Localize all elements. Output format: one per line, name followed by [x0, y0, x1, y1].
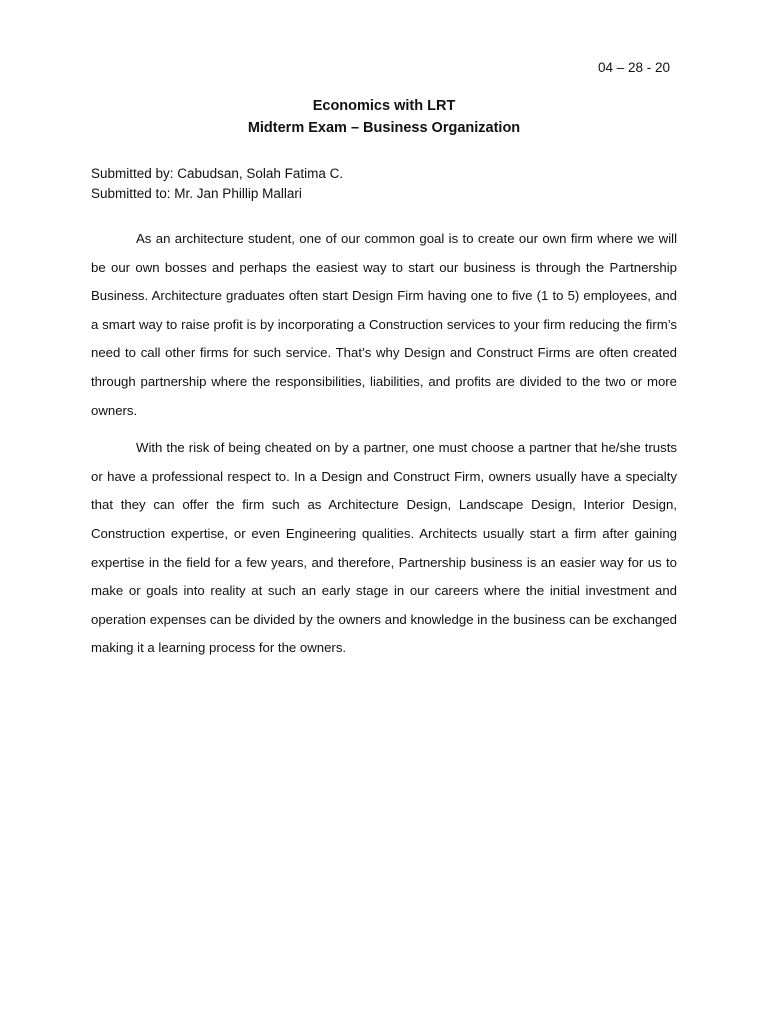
submitted-to: Submitted to: Mr. Jan Phillip Mallari: [91, 186, 302, 201]
document-date: 04 – 28 - 20: [598, 60, 671, 75]
title-line-exam: Midterm Exam – Business Organization: [247, 120, 521, 136]
submitted-by: Submitted by: Cabudsan, Solah Fatima C.: [91, 166, 344, 181]
document-title: [0, 95, 768, 139]
body-paragraph: With the risk of being cheated on by a partner, one must choose a partner that he/she trusts or have a professional respect to. In a Design and Construct Firm, owners usually have a specialty that they can offer the firm such as Architecture Design, Landscape Design, Interior Design, Construction expertise, or even Engineering qualities. Architects usually start a firm after gaining expertise in the field for a few years, and therefore, Partnership business is an easier way for us to make or goals into reality at such an early stage in our careers where the initial investment and operation expenses can be divided by the owners and knowledge in the business can be exchanged making it a learning process for the owners.: [91, 440, 677, 656]
document-body: [91, 225, 677, 672]
submission-info: [91, 164, 343, 204]
body-paragraph: As an architecture student, one of our common goal is to create our own firm where we will be our own bosses and perhaps the easiest way to start our business is through the Partnership Business. Architecture graduates often start Design Firm having one to five (1 to 5) employees, and a smart way to raise profit is by incorporating a Construction services to your firm reducing the firm’s need to call other firms for such service. That’s why Design and Construct Firms are often created through partnership where the responsibilities, liabilities, and profits are divided to the two or more owners.: [91, 231, 677, 418]
title-line-course: Economics with LRT: [312, 98, 456, 114]
